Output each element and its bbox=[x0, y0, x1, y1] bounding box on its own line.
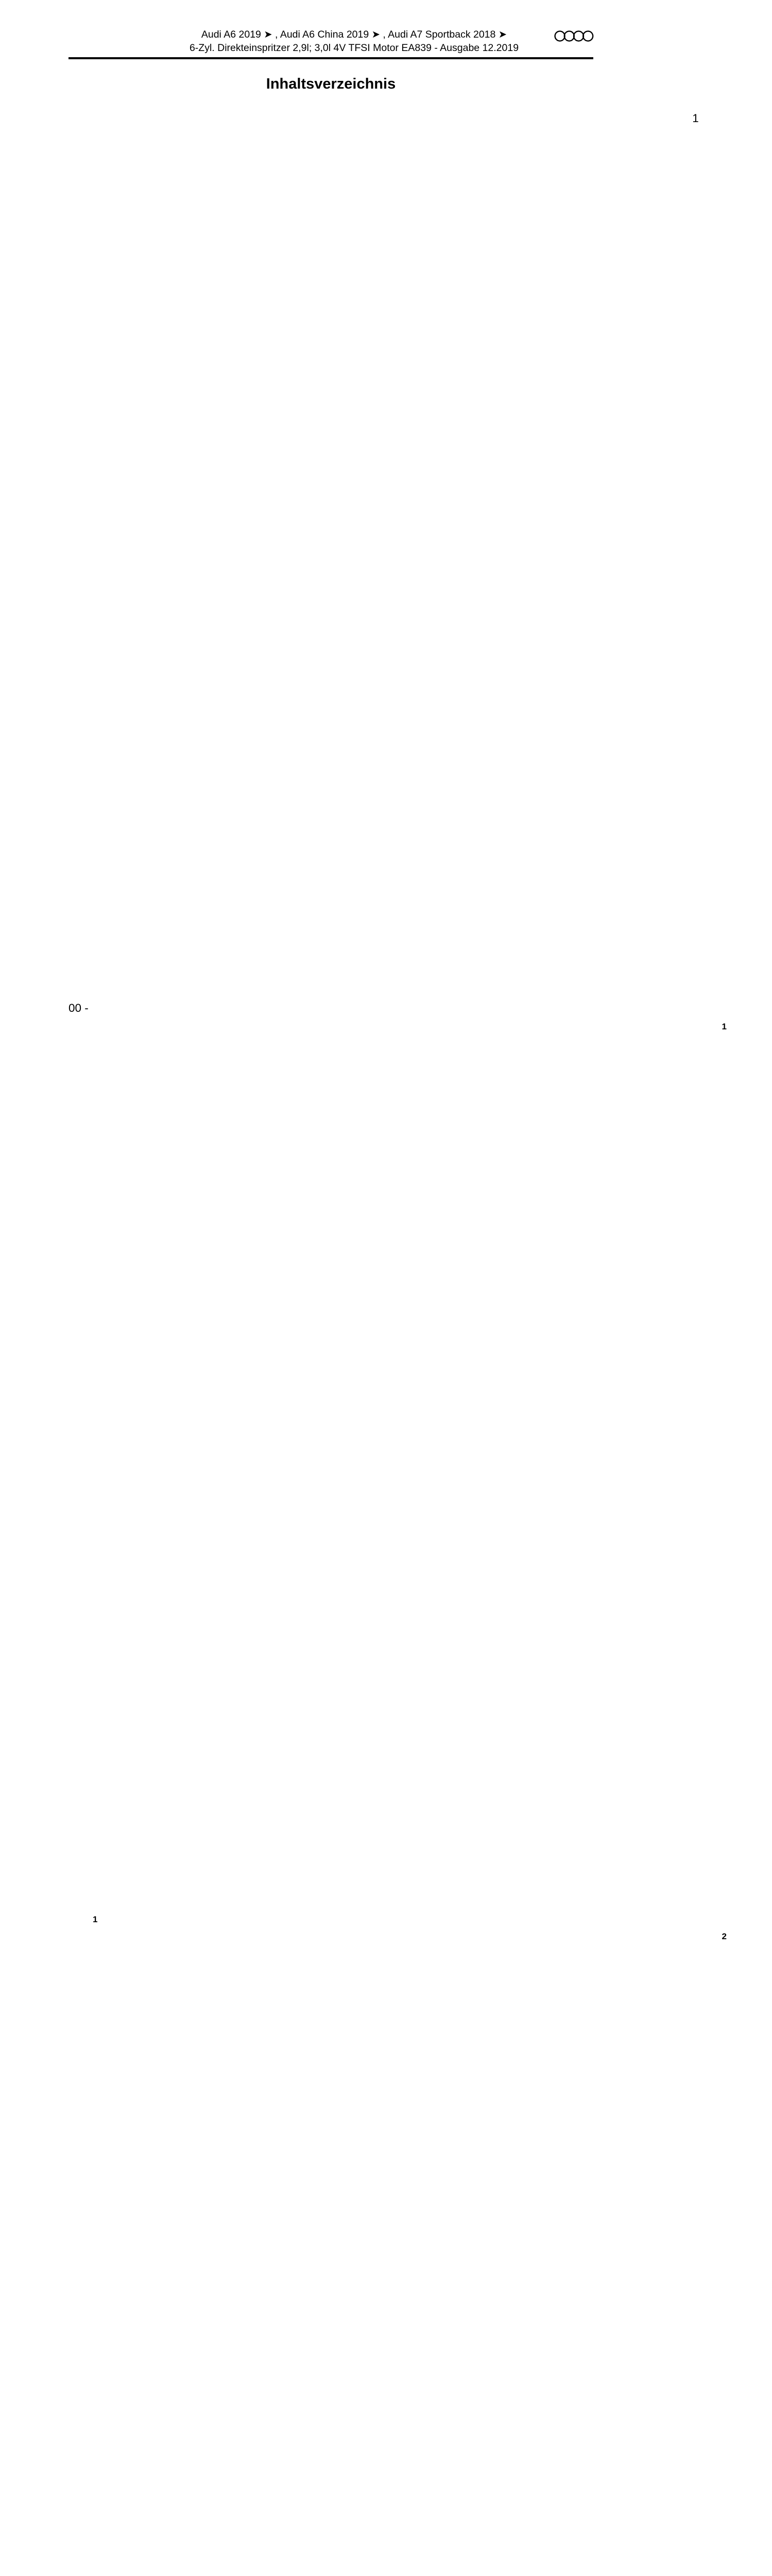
toc-chapter-row[interactable] bbox=[68, 111, 699, 1015]
audi-rings-icon bbox=[554, 29, 593, 43]
toc-entry-row[interactable] bbox=[68, 1021, 727, 1925]
header-engine-line: 6-Zyl. Direkteinspritzer 2,9l; 3,0l 4V TFSI Motor EA839 - Ausgabe 12.2019 bbox=[189, 42, 519, 54]
page-header bbox=[68, 0, 593, 55]
header-divider bbox=[68, 57, 593, 59]
table-of-contents bbox=[68, 111, 727, 2576]
page-title: Inhaltsverzeichnis bbox=[266, 76, 396, 92]
toc-entry-page-number: 1 bbox=[106, 111, 744, 1015]
toc-entry-number: 00 - bbox=[68, 1002, 89, 1014]
toc-entry-row[interactable] bbox=[68, 1931, 727, 2576]
toc-entry-page-number: 1 bbox=[133, 1021, 772, 1925]
header-model-line: Audi A6 2019 ➤ , Audi A6 China 2019 ➤ , Audi A7 Sportback 2018 ➤ bbox=[201, 29, 507, 40]
toc-entry-number: 1 bbox=[93, 1914, 98, 1924]
toc-entry-page-number: 2 bbox=[133, 1931, 772, 2576]
